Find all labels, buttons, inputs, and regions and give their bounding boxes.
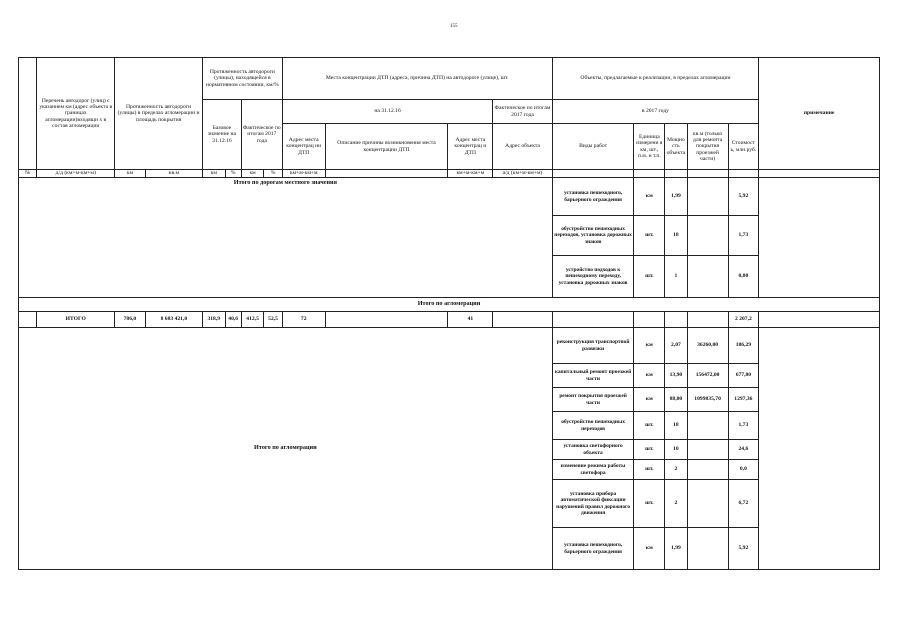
total-dtp-fact: 41 xyxy=(448,312,493,328)
header-dtp-on: на 31.12.16 xyxy=(282,100,493,124)
cost-cell: 186,29 xyxy=(728,328,759,364)
cost-cell: 6,72 xyxy=(728,480,759,528)
cost-cell: 677,80 xyxy=(728,364,759,388)
work-type-cell: обустройство пешеходных переходов xyxy=(552,412,634,440)
area-cell xyxy=(687,460,728,480)
note-cell xyxy=(759,178,880,298)
capacity-cell: 13,90 xyxy=(665,364,687,388)
cost-cell: 1,73 xyxy=(728,216,759,256)
header-capacity: Мощно сть объекта xyxy=(665,124,687,170)
header-unit: Единица измерени я км, шт., п.м. и т.п. xyxy=(634,124,665,170)
capacity-cell: 18 xyxy=(665,412,687,440)
work-type-cell: установка прибора автоматической фиксации нарушений правил дорожного движения xyxy=(552,480,634,528)
total-fact-km: 412,5 xyxy=(241,312,263,328)
capacity-cell: 1 xyxy=(665,256,687,298)
agglomeration-table xyxy=(18,57,880,570)
unit-road: д/д (км+м-км+м) xyxy=(37,170,115,178)
header-dtp-addr2: Адрес места концентрац и ДТП xyxy=(448,124,493,170)
unit-cell: км xyxy=(634,364,665,388)
total-base-pct: 40,6 xyxy=(225,312,241,328)
cost-cell: 5,92 xyxy=(728,528,759,570)
area-cell: 1099835,70 xyxy=(687,388,728,412)
header-normative-group: Протяженность автодороги (улицы), находящейся в нормативном состоянии, км/% xyxy=(203,58,283,100)
unit-base-pct: % xyxy=(225,170,241,178)
header-base-value: Базовое значение на 31.12.16 xyxy=(203,100,242,170)
cost-cell: 0,0 xyxy=(728,460,759,480)
header-dtp-group: Места концентрации ДТП (адреса, причина ДТП) на автодороге (улице), шт. xyxy=(282,58,552,100)
capacity-cell: 18 xyxy=(665,216,687,256)
area-cell xyxy=(687,440,728,460)
cost-cell: 24,6 xyxy=(728,440,759,460)
total-length: 786,0 xyxy=(115,312,146,328)
unit-fact-pct: % xyxy=(264,170,282,178)
unit-cell: км xyxy=(634,178,665,216)
header-cost: Стоимост ь, млн.руб. xyxy=(728,124,759,170)
note-cell xyxy=(759,328,880,570)
page-number: 155 xyxy=(450,24,458,29)
header-area: кв.м (только для ремонта покрытия проезжей части) xyxy=(687,124,728,170)
header-actual-2017: Фактическое по итогам 2017 года xyxy=(241,100,282,170)
work-type-cell: установка пешеходного, барьерного ограждения xyxy=(552,178,634,216)
unit-cell: шт. xyxy=(634,440,665,460)
area-cell: 156472,00 xyxy=(687,364,728,388)
total-cost: 2 207,2 xyxy=(728,312,759,328)
unit-dtp-addr2: км+м-км+м xyxy=(448,170,493,178)
unit-object-addr: а/д (км+м-км+м) xyxy=(493,170,552,178)
work-type-cell: изменение режима работы светофора xyxy=(552,460,634,480)
header-object-addr: Адрес объекта xyxy=(493,124,552,170)
capacity-cell: 1,99 xyxy=(665,178,687,216)
capacity-cell: 1,99 xyxy=(665,528,687,570)
header-length: Протяженность автодороги (улицы) в пределах агломерации и площадь покрытия xyxy=(115,58,203,170)
capacity-cell: 2,07 xyxy=(665,328,687,364)
work-type-cell: реконструкция транспортной развязки xyxy=(552,328,634,364)
header-roads-list: Перечень автодорог (улиц) с указанием км (адрес объекта в границах агломерации)входящи х в состав агломерации xyxy=(37,58,115,170)
work-type-cell: капитальный ремонт проезжей части xyxy=(552,364,634,388)
capacity-cell: 10 xyxy=(665,440,687,460)
area-cell xyxy=(687,528,728,570)
unit-cell: шт. xyxy=(634,480,665,528)
header-work-type: Виды работ xyxy=(552,124,634,170)
area-cell: 36260,00 xyxy=(687,328,728,364)
header-col-num: № xyxy=(19,170,37,178)
header-in-2017: в 2017 году xyxy=(552,100,759,124)
local-roads-total-label: Итого по дорогам местного значения xyxy=(19,178,553,298)
agglomeration-total-label: Итого по агломерации xyxy=(19,328,553,570)
work-type-cell: ремонт покрытия проезжей части xyxy=(552,388,634,412)
unit-cell: шт. xyxy=(634,460,665,480)
unit-cell: км xyxy=(634,528,665,570)
area-cell xyxy=(687,178,728,216)
unit-cell: км xyxy=(634,328,665,364)
capacity-cell: 2 xyxy=(665,460,687,480)
header-dtp-fact: Фактическое по итогам 2017 года xyxy=(493,100,552,124)
work-type-cell: установка светофорного объекта xyxy=(552,440,634,460)
cost-cell: 0,00 xyxy=(728,256,759,298)
unit-cell: шт. xyxy=(634,216,665,256)
unit-cell: км xyxy=(634,388,665,412)
area-cell xyxy=(687,412,728,440)
work-type-cell: устройство подходов к пешеходному переходу, установка дорожных знаков xyxy=(552,256,634,298)
work-type-cell: установка пешеходного, барьерного ограждения xyxy=(552,528,634,570)
area-cell xyxy=(687,256,728,298)
total-fact-pct: 52,5 xyxy=(264,312,282,328)
cost-cell: 1,73 xyxy=(728,412,759,440)
unit-area: кв.м xyxy=(145,170,202,178)
unit-length: км xyxy=(115,170,146,178)
header-num-cell xyxy=(19,58,37,170)
unit-cell: шт. xyxy=(634,412,665,440)
cost-cell: 1297,36 xyxy=(728,388,759,412)
area-cell xyxy=(687,480,728,528)
capacity-cell: 88,00 xyxy=(665,388,687,412)
capacity-cell: 2 xyxy=(665,480,687,528)
unit-dtp-addr: км+м-км+м xyxy=(282,170,325,178)
unit-base-km: км xyxy=(203,170,225,178)
total-dtp-on: 72 xyxy=(282,312,325,328)
header-dtp-addr: Адрес места концентрац ии ДТП xyxy=(282,124,325,170)
area-cell xyxy=(687,216,728,256)
unit-dtp-reasons xyxy=(325,170,448,178)
work-type-cell: обустройство пешеходных переходов, установка дорожных знаков xyxy=(552,216,634,256)
cost-cell: 5,92 xyxy=(728,178,759,216)
header-note: примечание xyxy=(759,58,880,170)
total-label: ИТОГО xyxy=(37,312,115,328)
unit-cell: шт. xyxy=(634,256,665,298)
total-base-km: 318,9 xyxy=(203,312,225,328)
agglomeration-section-header: Итого по агломерации xyxy=(19,298,880,312)
total-area: 8 683 421,0 xyxy=(145,312,202,328)
header-dtp-reasons: Описание причины возникновения места концентрации ДТП xyxy=(325,124,448,170)
header-objects-group: Объекты, предлагаемые к реализации, в пределах агломерации xyxy=(552,58,759,100)
unit-fact-km: км xyxy=(241,170,263,178)
